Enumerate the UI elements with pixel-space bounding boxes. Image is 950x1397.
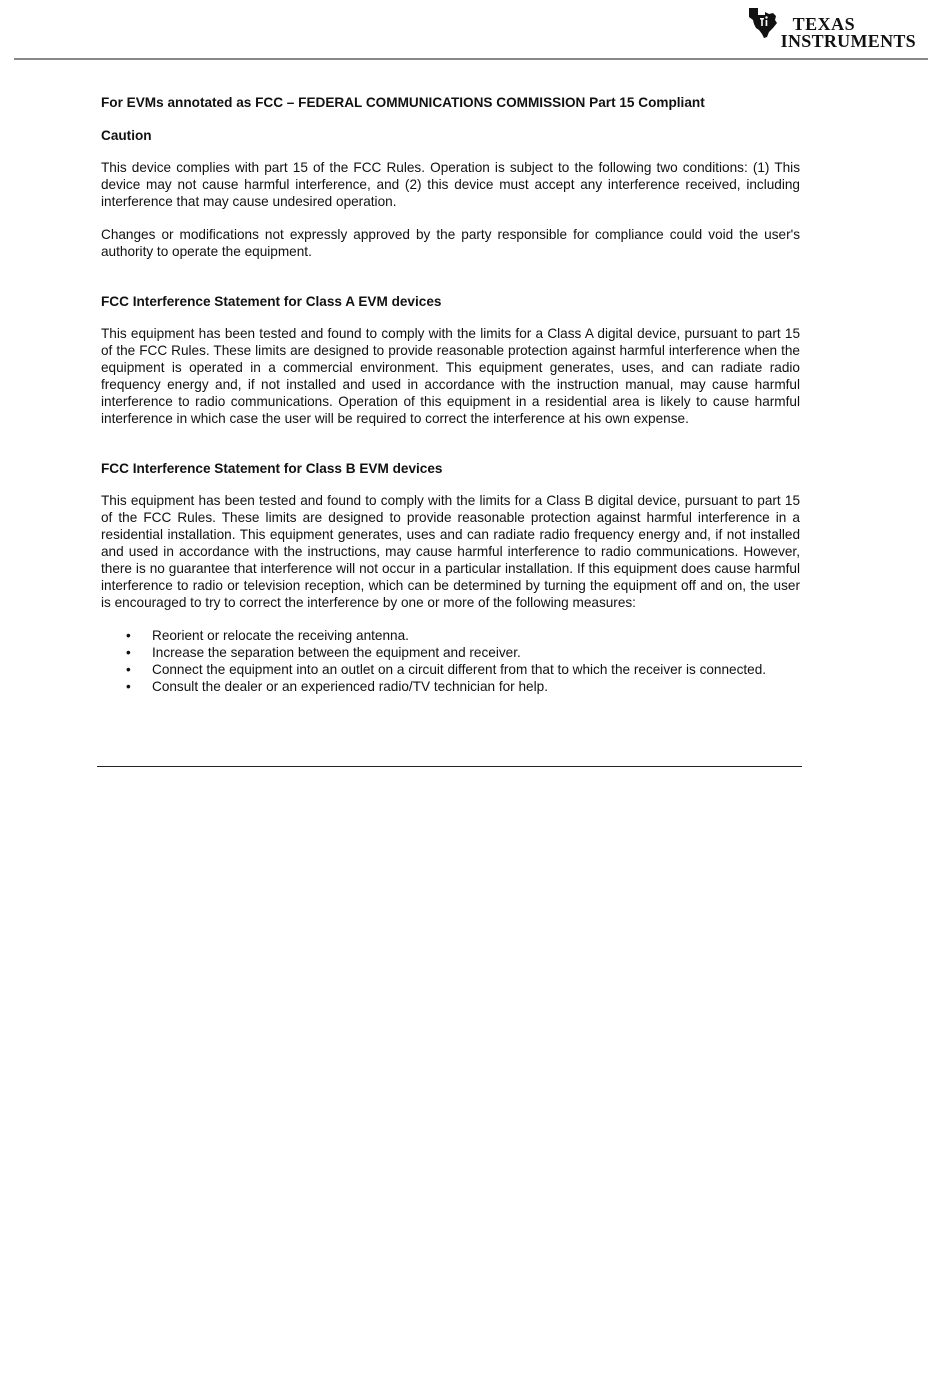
class-a-paragraph: This equipment has been tested and found to comply with the limits for a Class A digital device, pursuant to part 15 of the FCC Rules. These limits are designed to provide reasonable protection against harmful interference when the equipment is operated in a commercial environment. This equipment generates, uses, and can radiate radio frequency energy and, if not installed and used in accordance with the instruction manual, may cause harmful interference to radio communications. Operation of this equipment in a residential area is likely to cause harmful interference in which case the user will be required to correct the interference at his own expense. xyxy=(101,326,800,426)
list-item xyxy=(101,644,800,661)
measure-text: Connect the equipment into an outlet on a circuit different from that to which the receiver is connected. xyxy=(152,662,767,677)
bullet-icon: • xyxy=(126,662,131,677)
list-item xyxy=(101,627,800,644)
measure-text: Consult the dealer or an experienced radio/TV technician for help. xyxy=(152,679,548,694)
page-header xyxy=(0,0,950,62)
document-body xyxy=(101,94,800,695)
bullet-icon: • xyxy=(126,628,131,643)
header-divider xyxy=(14,58,928,60)
texas-state-icon xyxy=(745,6,779,40)
caution-heading: Caution xyxy=(101,128,152,143)
logo-line-instruments: INSTRUMENTS xyxy=(780,31,916,51)
class-b-paragraph: This equipment has been tested and found to comply with the limits for a Class B digital device, pursuant to part 15 of the FCC Rules. These limits are designed to provide reasonable protection against harmful interference in a residential installation. This equipment generates, uses and can radiate radio frequency energy and, if not installed and used in accordance with the instructions, may cause harmful interference to radio communications. However, there is no guarantee that interference will not occur in a particular installation. If this equipment does cause harmful interference to radio or television reception, which can be determined by turning the equipment off and on, the user is encouraged to try to correct the interference by one or more of the following measures: xyxy=(101,493,800,610)
list-item xyxy=(101,678,800,695)
ti-logo xyxy=(745,6,916,54)
measures-list xyxy=(101,627,800,695)
class-a-heading: FCC Interference Statement for Class A EVM devices xyxy=(101,294,442,309)
list-item xyxy=(101,661,800,678)
measure-text: Reorient or relocate the receiving antenna. xyxy=(152,628,409,643)
caution-paragraph-1: This device complies with part 15 of the FCC Rules. Operation is subject to the following two conditions: (1) This device may not cause harmful interference, and (2) this device must accept any interference received, including interference that may cause undesired operation. xyxy=(101,160,800,209)
section-spacer xyxy=(101,443,800,460)
document-title: For EVMs annotated as FCC – FEDERAL COMMUNICATIONS COMMISSION Part 15 Compliant xyxy=(101,95,705,110)
section-end-divider xyxy=(97,766,802,767)
class-b-heading: FCC Interference Statement for Class B EVM devices xyxy=(101,461,443,476)
section-spacer xyxy=(101,276,800,293)
logo-wordmark xyxy=(781,16,916,50)
caution-paragraph-2: Changes or modifications not expressly approved by the party responsible for compliance could void the user's authority to operate the equipment. xyxy=(101,227,800,259)
bullet-icon: • xyxy=(126,679,131,694)
logo-line-texas: TEXAS xyxy=(792,14,856,34)
measure-text: Increase the separation between the equipment and receiver. xyxy=(152,645,521,660)
bullet-icon: • xyxy=(126,645,131,660)
